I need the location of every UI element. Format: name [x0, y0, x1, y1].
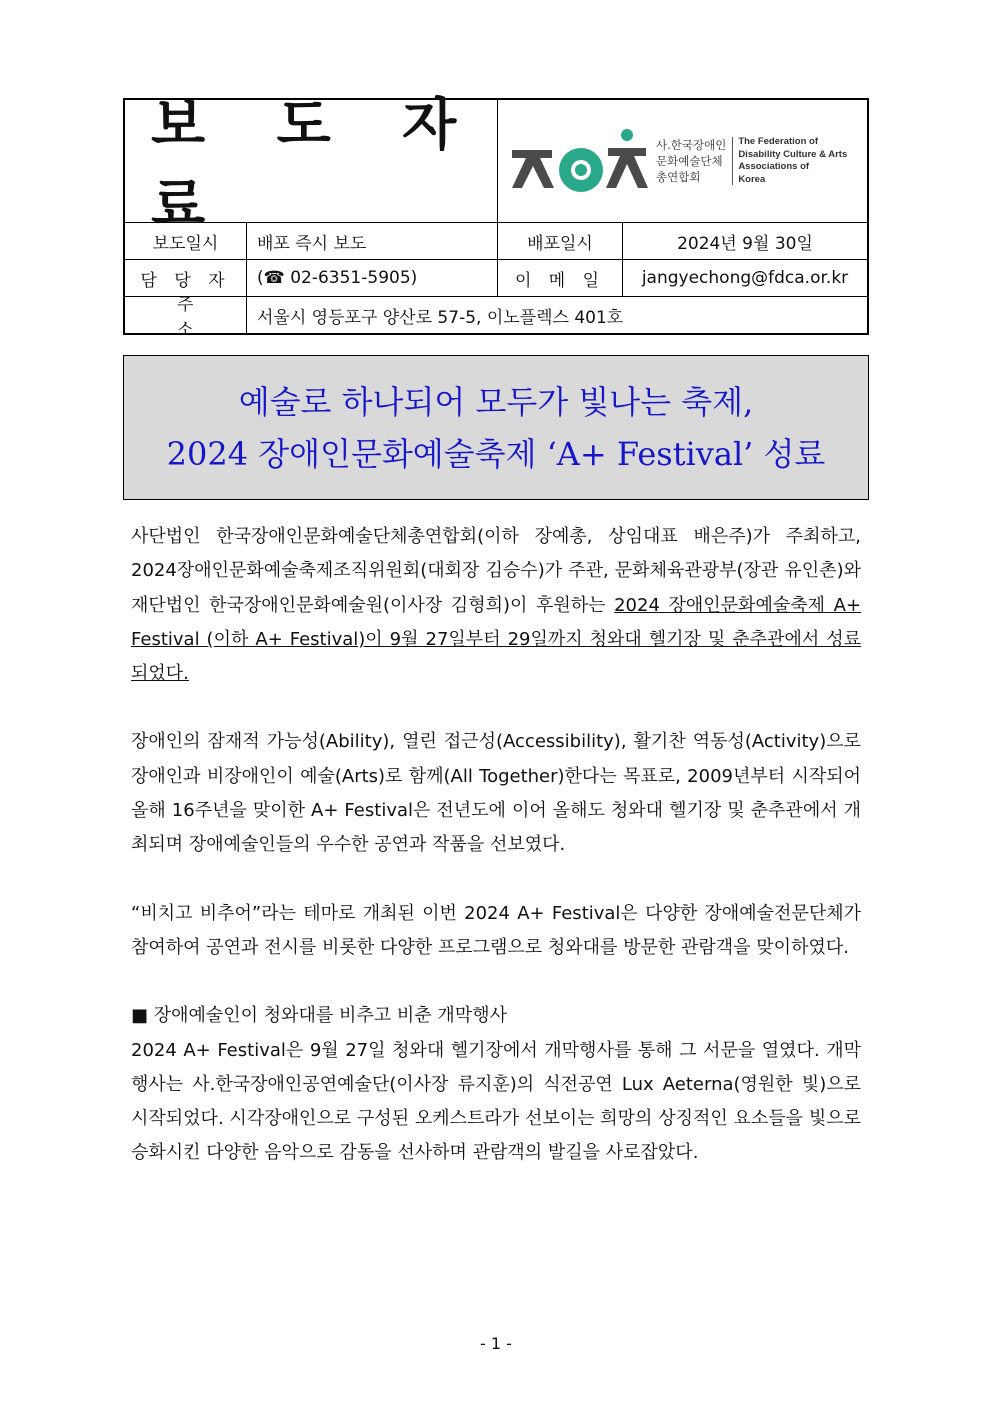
- fdca-logo-mark-icon: [506, 126, 650, 196]
- header-row-address: [125, 295, 867, 340]
- logo-english-text: [738, 136, 847, 186]
- logo-korean-line: 사.한국장애인: [656, 138, 727, 152]
- email-value[interactable]: jangyechong@fdca.or.kr: [641, 268, 849, 288]
- email-label: 이 메 일: [498, 260, 623, 296]
- header-top-row: [125, 93, 867, 238]
- address-label: 주 소: [125, 297, 247, 333]
- intro-text: 사단법인 한국장애인문화예술단체총연합회(이하 장예총, 상임대표 배은주)가 주최하고, 2024장애인문화예술축제조직위원회(대회장 김승수)가 주관, 문화체육관광부(장관 유인촌)와 재단법인 한국장애인문화예술원(이사장 김형희)이 후원하는: [131, 526, 861, 616]
- intro-underlined-text: 2024 장애인문화예술축제 A+ Festival (이하 A+ Festival)이 9월 27일부터 29일까지 청와대 헬기장 및 춘추관에서 성료되었다.: [131, 594, 861, 685]
- logo-english-line: Disability Culture & Arts: [738, 148, 848, 160]
- paragraph-festival-background: 장애인의 잠재적 가능성(Ability), 열린 접근성(Accessibility), 활기찬 역동성(Activity)으로 장애인과 비장애인이 예술(Arts)로 함께(All Together)한다는 목표로, 2009년부터 시작되어 올해 16주년을 맞이한 A+ Festival은 전년도에 이어 올해도 청와대 헬기장 및 춘추관에서 개최되며 장애예술인들의 우수한 공연과 작품을 선보였다.: [131, 731, 861, 856]
- contact-person-label: 담 당 자: [125, 260, 247, 296]
- paragraph-opening-event: 2024 A+ Festival은 9월 27일 청와대 헬기장에서 개막행사를 통해 그 서문을 열였다. 개막행사는 사.한국장애인공연예술단(이사장 류지훈)의 식전공연 Lux Aeterna(영원한 빛)으로 시작되었다. 시각장애인으로 구성된 오케스트라가 선보이는 희망의 상징적인 요소들을 빛으로 승화시킨 다양한 음악으로 감동을 선사하며 관람객의 발길을 사로잡았다.: [131, 1039, 861, 1164]
- logo-english-line: The Federation of: [738, 136, 819, 147]
- paragraph-intro: [131, 520, 861, 691]
- paragraph-theme: “비치고 비추어”라는 테마로 개최된 이번 2024 A+ Festival은 다양한 장애예술전문단체가 참여하여 공연과 전시를 비롯한 다양한 프로그램으로 청와대를 방문한 관람객을 맞이하였다.: [131, 902, 861, 958]
- header-row-release-date: [125, 223, 867, 260]
- headline-box: [123, 355, 869, 500]
- logo-english-line: Korea: [738, 173, 766, 185]
- distribution-date-label: 배포일시: [498, 223, 623, 259]
- release-date-label: 보도일시: [125, 223, 247, 259]
- document-title: 보 도 자 료: [125, 100, 498, 222]
- release-date-value: 배포 즉시 보도: [247, 223, 498, 259]
- article-body: [131, 520, 861, 1171]
- logo-korean-line: 문화예술단체: [656, 154, 723, 168]
- logo-korean-text: [650, 137, 733, 185]
- contact-phone-value: (☎ 02-6351-5905): [247, 260, 498, 296]
- address-value: 서울시 영등포구 양산로 57-5, 이노플렉스 401호: [257, 307, 624, 328]
- page-number: - 1 -: [480, 1334, 512, 1353]
- headline-line-2: 2024 장애인문화예술축제 ‘A+ Festival’ 성료: [166, 434, 826, 473]
- distribution-date-value: 2024년 9월 30일: [677, 233, 813, 254]
- logo-korean-line: 총연합회: [656, 170, 701, 184]
- logo-english-line: Associations of: [738, 161, 810, 172]
- press-header-table: [123, 93, 869, 340]
- headline-line-1: 예술로 하나되어 모두가 빛나는 축제,: [238, 382, 754, 421]
- section-title-opening: ■ 장애예술인이 청와대를 비추고 비춘 개막행사: [131, 1005, 507, 1027]
- organization-logo: [498, 100, 867, 222]
